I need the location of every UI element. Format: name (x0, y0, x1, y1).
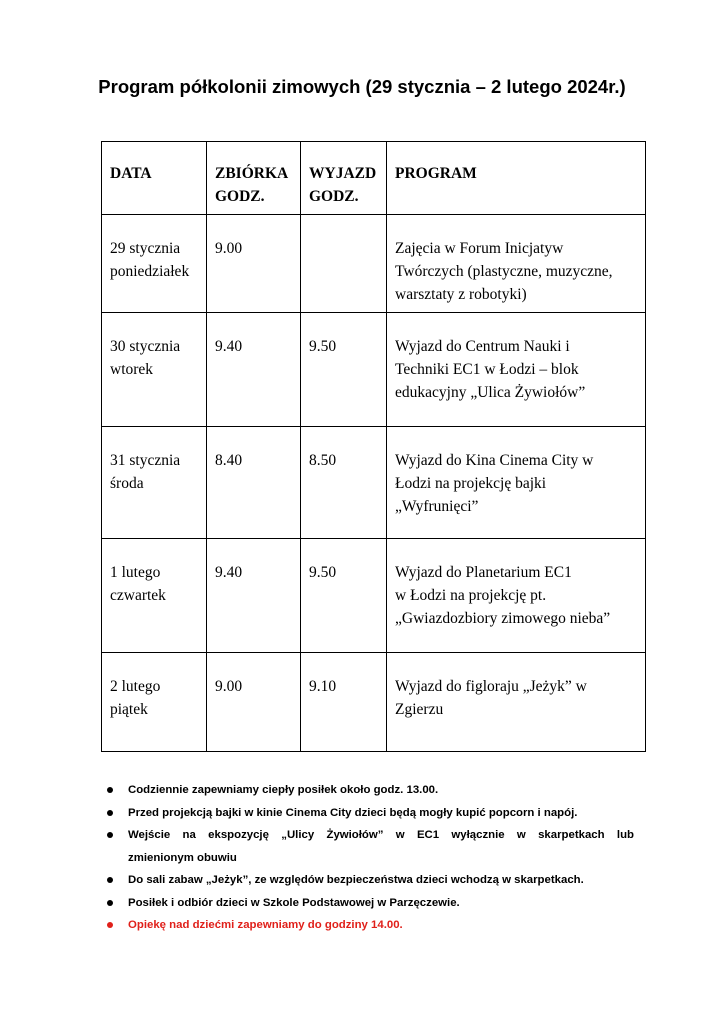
page-title: Program półkolonii zimowych (29 stycznia – 2 lutego 2024r.) (98, 76, 626, 97)
cell-zbiorka: 8.40 (207, 427, 301, 539)
bullet-icon (107, 922, 113, 928)
cell-wyjazd: 8.50 (301, 427, 387, 539)
list-item: Codziennie zapewniamy ciepły posiłek około godz. 13.00. (104, 779, 634, 802)
list-item: Posiłek i odbiór dzieci w Szkole Podstawowej w Parzęczewie. (104, 892, 634, 915)
header-wyjazd: WYJAZD GODZ. (301, 142, 387, 215)
cell-date: 1 lutego czwartek (102, 539, 207, 653)
cell-wyjazd (301, 215, 387, 313)
cell-date: 2 lutego piątek (102, 653, 207, 752)
bullet-icon (107, 877, 113, 883)
cell-date: 30 stycznia wtorek (102, 313, 207, 427)
schedule-table (101, 141, 646, 752)
list-item: Wejście na ekspozycję „Ulicy Żywiołów” w EC1 wyłącznie w skarpetkach lub zmienionym obuwiu (104, 824, 634, 869)
bullet-icon (107, 810, 113, 816)
cell-zbiorka: 9.40 (207, 313, 301, 427)
notes-list (104, 779, 634, 937)
cell-zbiorka: 9.00 (207, 215, 301, 313)
bullet-icon (107, 832, 113, 838)
table-row (102, 313, 646, 427)
table-header-row (102, 142, 646, 215)
bullet-icon (107, 900, 113, 906)
cell-date: 29 stycznia poniedziałek (102, 215, 207, 313)
cell-zbiorka: 9.40 (207, 539, 301, 653)
table-row (102, 653, 646, 752)
list-item-highlight: Opiekę nad dziećmi zapewniamy do godziny 14.00. (104, 914, 634, 937)
cell-program: Zajęcia w Forum Inicjatyw Twórczych (plastyczne, muzyczne, warsztaty z robotyki) (387, 215, 646, 313)
cell-wyjazd: 9.10 (301, 653, 387, 752)
list-item: Do sali zabaw „Jeżyk”, ze względów bezpieczeństwa dzieci wchodzą w skarpetkach. (104, 869, 634, 892)
cell-program: Wyjazd do figloraju „Jeżyk” w Zgierzu (387, 653, 646, 752)
cell-zbiorka: 9.00 (207, 653, 301, 752)
table-row (102, 427, 646, 539)
table-row (102, 539, 646, 653)
cell-program: Wyjazd do Centrum Nauki i Techniki EC1 w Łodzi – blok edukacyjny „Ulica Żywiołów” (387, 313, 646, 427)
table-row (102, 215, 646, 313)
list-item: Przed projekcją bajki w kinie Cinema City dzieci będą mogły kupić popcorn i napój. (104, 802, 634, 825)
header-zbiorka: ZBIÓRKA GODZ. (207, 142, 301, 215)
header-program: PROGRAM (387, 142, 646, 215)
cell-wyjazd: 9.50 (301, 313, 387, 427)
header-date: DATA (102, 142, 207, 215)
cell-date: 31 stycznia środa (102, 427, 207, 539)
cell-program: Wyjazd do Kina Cinema City w Łodzi na projekcję bajki „Wyfrunięci” (387, 427, 646, 539)
cell-wyjazd: 9.50 (301, 539, 387, 653)
bullet-icon (107, 787, 113, 793)
cell-program: Wyjazd do Planetarium EC1 w Łodzi na projekcję pt. „Gwiazdozbiory zimowego nieba” (387, 539, 646, 653)
